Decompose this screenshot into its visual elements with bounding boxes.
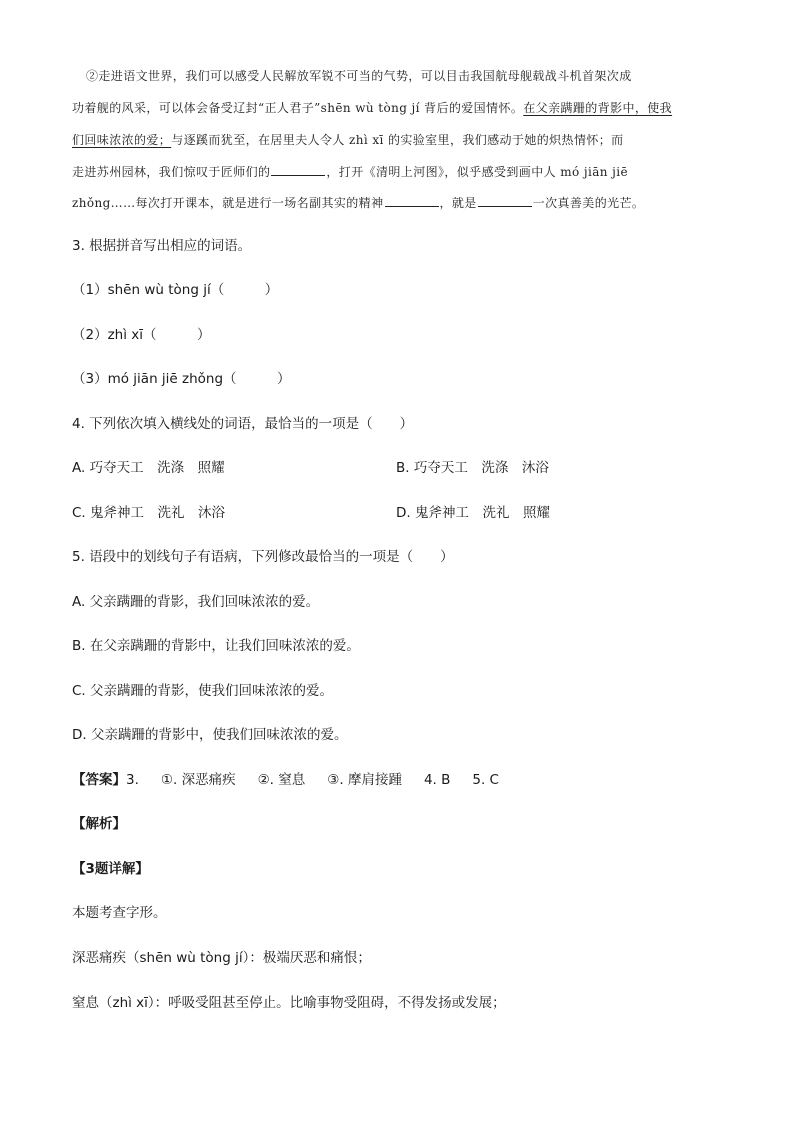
answer-3-1: ①. 深恶痛疾 [160, 772, 236, 788]
underlined-sentence-part-1: 在父亲蹒跚的背影中，使我 [523, 101, 673, 115]
analysis-line-1: 本题考查字形。 [72, 905, 167, 921]
q4-stem: 4. 下列依次填入横线处的词语，最恰当的一项是（ ） [72, 416, 414, 432]
answer-label: 【答案】 [72, 772, 126, 788]
fill-blank-2 [385, 194, 439, 207]
analysis-label: 【解析】 [72, 816, 126, 832]
q5-option-a: A. 父亲蹒跚的背影，我们回味浓浓的爱。 [72, 594, 320, 610]
q5-option-c: C. 父亲蹒跚的背影，使我们回味浓浓的爱。 [72, 683, 334, 699]
q5-stem: 5. 语段中的划线句子有语病，下列修改最恰当的一项是（ ） [72, 549, 454, 565]
passage-line-2: 功着舰的风采，可以体会备受辽封“正人君子”shēn wù tòng jí 背后的爱国情怀。在父亲蹒跚的背影中，使我 [72, 101, 673, 115]
passage-line-3: 们回味浓浓的爱；与逐蹊而犹至，在居里夫人令人 zhì xī 的实验室里，我们感动于她的炽热情怀；而 [72, 133, 624, 147]
analysis-line-2: 深恶痛疾（shēn wù tòng jí）：极端厌恶和痛恨； [72, 950, 371, 966]
underlined-sentence-part-2: 们回味浓浓的爱； [72, 133, 172, 147]
q3-item-1: （1）shēn wù tòng jí（ ） [72, 282, 279, 298]
q3-item-2: （2）zhì xī（ ） [72, 327, 211, 343]
q4-option-a: A. 巧夺天工 洗涤 照耀 [72, 460, 225, 476]
answer-3-2: ②. 窒息 [257, 772, 306, 788]
q3-stem: 3. 根据拼音写出相应的词语。 [72, 238, 252, 254]
q3-item-3: （3）mó jiān jiē zhǒng（ ） [72, 371, 291, 387]
q4-option-d: D. 鬼斧神工 洗礼 照耀 [396, 505, 550, 521]
q4-option-b: B. 巧夺天工 洗涤 沐浴 [396, 460, 549, 476]
analysis-detail-heading: 【3题详解】 [72, 861, 149, 877]
fill-blank-3 [478, 194, 532, 207]
q4-option-c: C. 鬼斧神工 洗礼 沐浴 [72, 505, 226, 521]
q5-option-d: D. 父亲蹒跚的背影中，使我们回味浓浓的爱。 [72, 727, 348, 743]
analysis-line-3: 窒息（zhì xī）：呼吸受阻甚至停止。比喻事物受阻碍，不得发扬或发展； [72, 995, 506, 1011]
answer-5: 5. C [472, 772, 499, 788]
q5-option-b: B. 在父亲蹒跚的背影中，让我们回味浓浓的爱。 [72, 638, 360, 654]
fill-blank-1 [271, 163, 325, 176]
passage-line-4: 走进苏州园林，我们惊叹于匠师们的 ，打开《清明上河图》，似乎感受到画中人 mó jiān jiē [72, 165, 628, 179]
answer-3-3: ③. 摩肩接踵 [327, 772, 402, 788]
passage-line-5: zhǒng……每次打开课本，就是进行一场名副其实的精神 ，就是 一次真善美的光芒。 [72, 196, 645, 210]
answer-4: 4. B [423, 772, 451, 788]
answer-line: 【答案】3. ①. 深恶痛疾 ②. 窒息 ③. 摩肩接踵 4. B 5. C [72, 772, 499, 788]
passage-line-1: ②走进语文世界，我们可以感受人民解放军锐不可当的气势，可以目击我国航母舰载战斗机首架次成 [86, 69, 632, 83]
